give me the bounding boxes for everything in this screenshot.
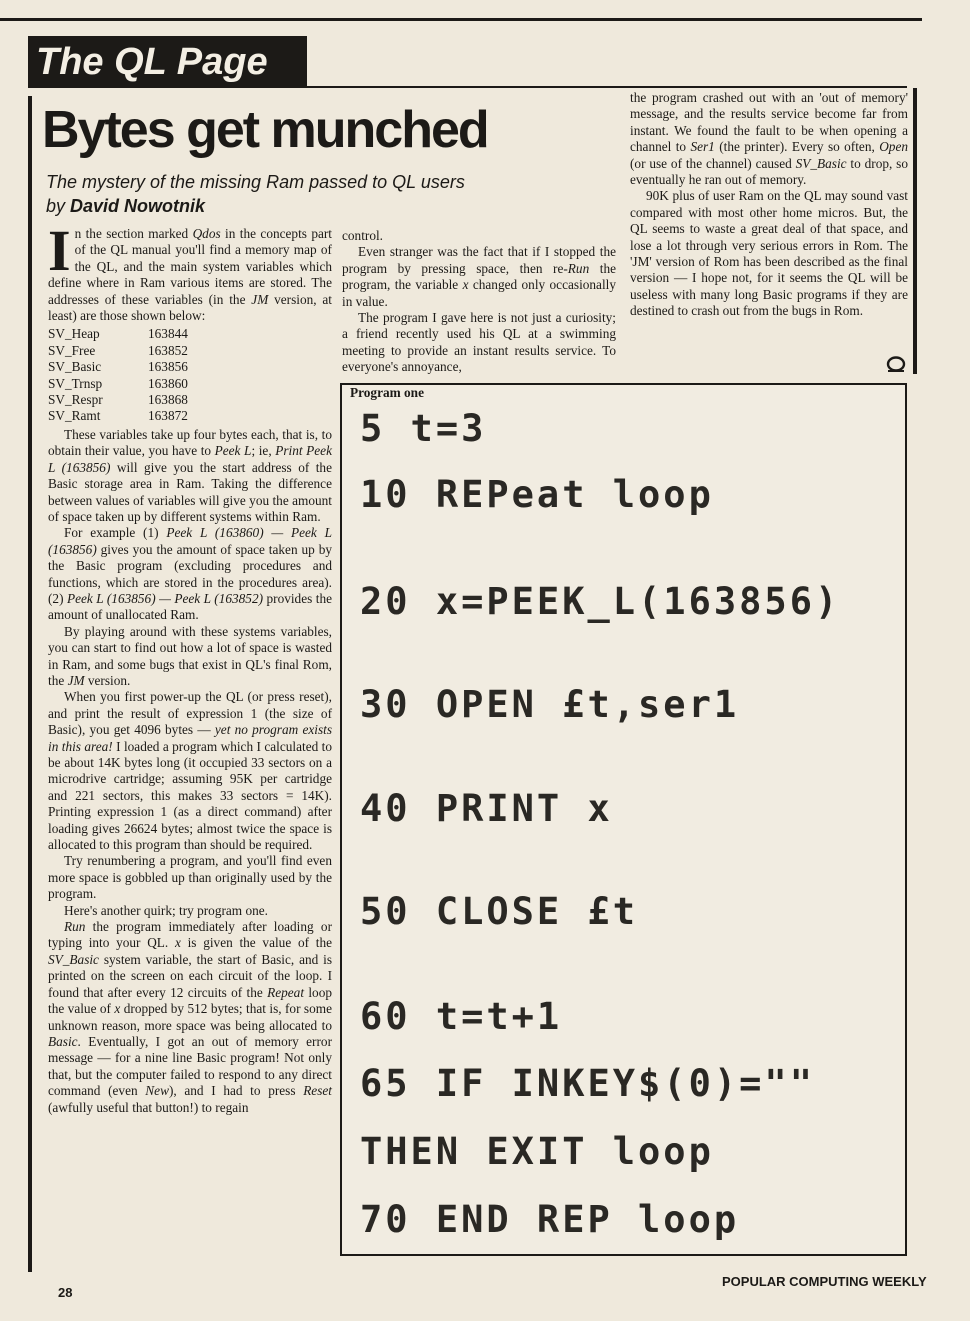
body-paragraph <box>342 244 616 310</box>
article-column-left <box>48 218 333 1116</box>
intro-text: JM <box>251 291 269 307</box>
body-paragraph <box>630 90 908 188</box>
intro-text: in the concepts part of the QL manual you'll find a memory map of the QL, and the main system variables which define where in Ram various items are stored. The addresses of these variables (in the <box>48 226 332 307</box>
body-text: Print Peek L (163856) <box>48 443 332 475</box>
loop-end-icon <box>886 356 906 374</box>
code-line: 10 REPeat loop <box>360 473 714 516</box>
body-text: to drop, so eventually he ran out of memory. <box>630 155 908 188</box>
body-text: Reset <box>303 1083 332 1099</box>
body-text: JM <box>67 672 85 688</box>
body-text: is given the value of the <box>180 935 332 951</box>
body-text: x <box>462 277 469 293</box>
code-line: 5 t=3 <box>360 407 487 450</box>
body-text: I loaded a program which I calculated to be about 14K bytes long (it occupied 33 sectors on a microdrive cartridge; assuming 95K per cartridge and 221 sectors, this makes 33 sectors = 14K). Printing expression 1 (as a direct command) after loading gives 26624 bytes; almost twice the space is allocated to this program than should be required. <box>48 738 332 853</box>
body-text: system variable, the start of Basic, and is printed on the screen on each circuit of the loop. I found that after every 12 circuits of the <box>48 951 332 1000</box>
code-line: 20 x=PEEK_L(163856) <box>360 580 841 623</box>
body-text: yet no program exists in this area! <box>48 722 332 754</box>
body-text: version. <box>84 672 131 688</box>
variable-name: SV_Ramt <box>48 408 101 424</box>
intro-paragraph <box>48 218 332 324</box>
body-text: By playing around with these systems variables, you can start to find out how a lot of space is wasted in Ram, and some bugs that exist in QL's final Rom, the <box>48 623 332 688</box>
body-text: Peek L <box>214 443 252 459</box>
body-text: When you first power-up the QL (or press reset), and print the result of expression 1 (the size of Basic), you get 4096 bytes — <box>48 689 332 738</box>
body-text: ; ie, <box>251 443 276 459</box>
code-line: 50 CLOSE £t <box>360 890 639 933</box>
body-text: loop the value of <box>48 984 332 1017</box>
variable-address: 163860 <box>148 375 188 391</box>
code-line: 60 t=t+1 <box>360 995 563 1038</box>
program-listing-box <box>340 383 907 1256</box>
intro-text: version, at least) are those shown below: <box>48 291 332 324</box>
body-text: gives you the amount of space taken up by the Basic program (excluding procedures and functions, which are stored in the procedures area). (2) <box>48 541 332 606</box>
body-text: Even stranger was the fact that if I stopped the program by pressing space, then re- <box>342 244 616 276</box>
code-line: 70 END REP loop <box>360 1198 740 1241</box>
body-text: New <box>145 1083 169 1099</box>
body-text: (or use of the channel) caused <box>630 155 796 171</box>
variable-name: SV_Trnsp <box>48 375 103 391</box>
body-text: ), and I had to press <box>168 1083 304 1099</box>
body-paragraph: control. <box>342 228 383 243</box>
body-text: SV_Basic <box>48 951 99 967</box>
variable-row <box>48 326 188 342</box>
body-text: For example (1) <box>64 525 167 541</box>
body-text: will give you the start address of the Basic storage area in Ram. Taking the difference between values of variables will give you the amount of space taken up by different systems within Ram. <box>48 459 332 524</box>
section-banner: The QL Page <box>28 36 307 88</box>
body-text: the program crashed out with an 'out of memory' message, and the results service become far from instant. We found the fault to be when opening a channel to <box>630 90 908 155</box>
body-paragraph <box>48 624 332 690</box>
body-text: Ser1 <box>690 139 715 155</box>
system-variables-table <box>48 326 188 424</box>
variable-name: SV_Free <box>48 342 96 358</box>
drop-cap: I <box>48 218 71 283</box>
variable-address: 163844 <box>148 326 188 342</box>
top-rule <box>0 18 922 21</box>
body-text: the program immediately after loading or typing into your QL. <box>48 919 332 951</box>
body-text: . Eventually, I got an out of memory error message — for a nine line Basic program! Not only that, but the computer failed to respond to any direct command (even <box>48 1033 332 1099</box>
body-text: the program, the variable <box>342 260 616 293</box>
body-paragraph <box>48 427 332 525</box>
code-line: 40 PRINT x <box>360 787 613 830</box>
body-text: Repeat <box>267 984 305 1000</box>
right-column-rule <box>913 88 917 374</box>
body-text: x <box>114 1001 121 1017</box>
variable-row <box>48 343 188 359</box>
body-text: SV_Basic <box>795 155 847 171</box>
author-name: David Nowotnik <box>70 196 206 216</box>
variable-row <box>48 359 188 375</box>
article-column-right <box>630 90 908 320</box>
body-paragraph: Here's another quirk; try program one. <box>64 902 268 918</box>
variable-name: SV_Basic <box>48 359 102 375</box>
body-text: x <box>174 935 181 951</box>
variable-address: 163856 <box>148 359 188 375</box>
variable-address: 163852 <box>148 342 188 358</box>
magazine-name: POPULAR COMPUTING WEEKLY <box>722 1274 927 1289</box>
standfirst <box>46 170 566 218</box>
body-paragraph: The program I gave here is not just a curiosity; a friend recently used his QL at a swimming meeting to provide an instant results service. To everyone's annoyance, <box>342 310 616 375</box>
body-text: These variables take up four bytes each, that is, to obtain their value, you have to <box>48 426 332 459</box>
body-text: Peek L (163856) — Peek L (163852) <box>66 590 264 606</box>
body-text: Basic <box>48 1033 78 1049</box>
body-text: dropped by 512 bytes; that is, for some unknown reason, more space was being allocated to <box>48 1001 333 1033</box>
program-title: Program one <box>350 385 424 400</box>
variable-name: SV_Heap <box>48 326 100 342</box>
variable-row <box>48 408 188 424</box>
intro-text: n the section marked <box>74 226 193 241</box>
code-line: THEN EXIT loop <box>360 1130 714 1173</box>
body-paragraph <box>48 525 332 623</box>
body-text: Run <box>567 260 590 276</box>
body-paragraph <box>48 919 332 1116</box>
headline: Bytes get munched <box>42 101 488 159</box>
variable-row <box>48 392 188 408</box>
body-text: provides the amount of unallocated Ram. <box>48 590 332 623</box>
code-line: 30 OPEN £t,ser1 <box>360 683 740 726</box>
variable-row <box>48 376 188 392</box>
body-text: Open <box>879 139 908 155</box>
left-column-rule <box>28 96 32 1272</box>
byline-prefix: by <box>46 196 71 216</box>
body-text: (the printer). Every so often, <box>714 139 880 155</box>
standfirst-text: The mystery of the missing Ram passed to QL users <box>46 172 465 192</box>
body-text: changed only occasionally in value. <box>342 277 616 309</box>
body-paragraph <box>48 689 332 853</box>
variable-name: SV_Respr <box>48 392 103 408</box>
body-text: (awfully useful that button!) to regain <box>48 1099 249 1115</box>
intro-text: Qdos <box>192 226 221 241</box>
body-paragraph: Try renumbering a program, and you'll find even more space is gobbled up than originally used by the program. <box>48 853 332 902</box>
code-line: 65 IF INKEY$(0)="" <box>360 1062 815 1105</box>
article-column-middle <box>342 228 616 376</box>
variable-address: 163868 <box>148 392 188 408</box>
banner-rule <box>307 86 907 88</box>
body-text: Peek L (163860) — Peek L (163856) <box>48 525 332 557</box>
body-text: Run <box>64 919 86 935</box>
page-number: 28 <box>58 1285 73 1300</box>
variable-address: 163872 <box>148 408 188 424</box>
body-paragraph: 90K plus of user Ram on the QL may sound vast compared with most other home micros. But, the QL seems to waste a great deal of that space, and lose a lot through very serious errors in Rom. The 'JM' version of Rom has been described as the final version — I hope not, for it seems the QL will be useless with many long Basic programs if they are destined to crash out from the bugs in Rom. <box>630 188 908 319</box>
